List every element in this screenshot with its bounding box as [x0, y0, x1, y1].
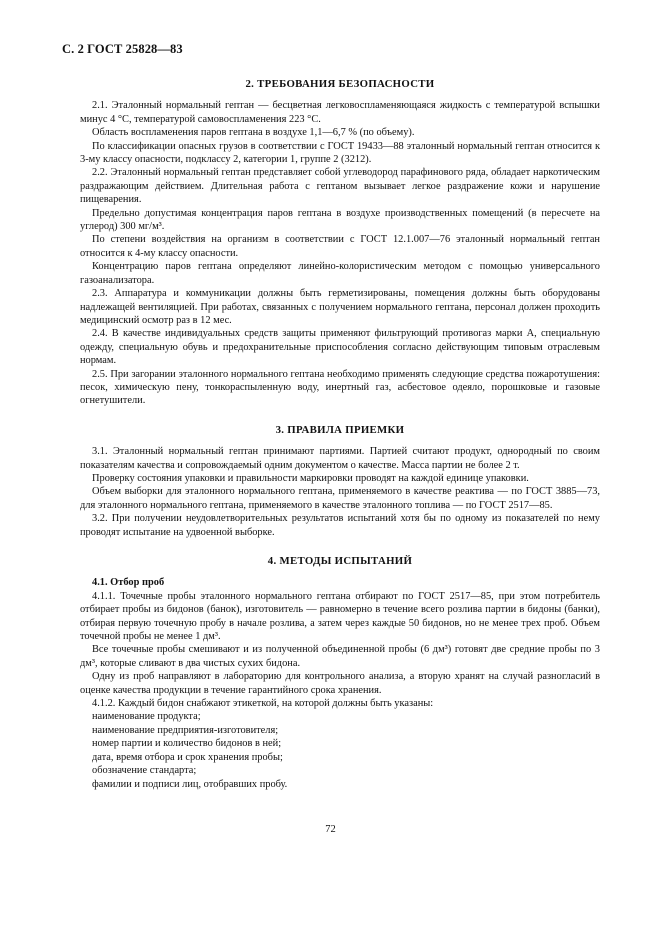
paragraph: 3.1. Эталонный нормальный гептан принимают партиями. Партией считают продукт, однородный по своим показателям качества и сопровождаемый одним документом о качестве. Масса партии не более 2 т.	[80, 446, 600, 471]
paragraph: Объем выборки для эталонного нормального гептана, применяемого в качестве реактива — по ГОСТ 3885—73, для эталонного нормального гептана, применяемого в качестве эталонного топлива — по ГОСТ 2517—85.	[80, 486, 600, 511]
label-list-item: фамилии и подписи лиц, отобравших пробу.	[92, 778, 288, 790]
section-heading-safety: 2. ТРЕБОВАНИЯ БЕЗОПАСНОСТИ	[245, 78, 435, 90]
paragraph: 2.2. Эталонный нормальный гептан представляет собой углеводород парафинового ряда, обладает наркотическим раздражающим действием. Длительная работа с гептаном вызывает легкое раздражение кожи и нарушение пищеварения.	[80, 167, 600, 206]
paragraph: Все точечные пробы смешивают и из полученной объединенной пробы (6 дм³) готовят две средние пробы по 3 дм³, которые сливают в два чистых сухих бидона.	[80, 644, 600, 669]
paragraph: Проверку состояния упаковки и правильности маркировки проводят на каждой единице упаковки.	[92, 472, 529, 484]
paragraph: По степени воздействия на организм в соответствии с ГОСТ 12.1.007—76 эталонный нормальный гептан относится к 4-му классу опасности.	[80, 234, 600, 259]
paragraph: Одну из проб направляют в лабораторию для контрольного анализа, а вторую хранят на случай разногласий в оценке качества продукции в течение гарантийного срока хранения.	[80, 671, 600, 696]
subsection-heading-sampling: 4.1. Отбор проб	[92, 577, 165, 589]
paragraph: Предельно допустимая концентрация паров гептана в воздухе производственных помещений (в пересчете на углерод) 300 мг/м³.	[80, 207, 600, 233]
label-list-item: дата, время отбора и срок хранения пробы;	[92, 751, 283, 763]
page-number: 72	[325, 824, 336, 835]
paragraph: 4.1.2. Каждый бидон снабжают этикеткой, на которой должны быть указаны:	[92, 698, 434, 710]
paragraph: 2.3. Аппаратура и коммуникации должны быть герметизированы, помещения должны быть оборудованы надлежащей вентиляцией. При работах, связанных с получением нормального гептана, персонал должен проходить медицинский осмотр раз в 12 мес.	[80, 288, 600, 326]
page-header: С. 2 ГОСТ 25828—83	[62, 42, 183, 56]
label-list-item: наименование продукта;	[92, 711, 201, 723]
paragraph: 2.1. Эталонный нормальный гептан — бесцветная легковоспламеняющаяся жидкость с температурой вспышки минус 4 °С, температурой самовоспламенения 223 °С.	[80, 100, 600, 125]
paragraph: 2.5. При загорании эталонного нормального гептана необходимо применять следующие средства пожаротушения: песок, химическую пену, тонкораспыленную воду, инертный газ, асбестовое одеяло, порошковые и газовые огнетушители.	[80, 368, 600, 407]
paragraph: Концентрацию паров гептана определяют линейно-колористическим методом с помощью универсального газоанализатора.	[80, 261, 600, 286]
paragraph: Область воспламенения паров гептана в воздухе 1,1—6,7 % (по объему).	[92, 127, 415, 139]
paragraph: По классификации опасных грузов в соответствии с ГОСТ 19433—88 эталонный нормальный гептан относится к 3-му классу опасности, подклассу 2, категории 1, группе 2 (3212).	[80, 140, 600, 166]
section-heading-test-methods: 4. МЕТОДЫ ИСПЫТАНИЙ	[267, 555, 413, 567]
section-heading-acceptance: 3. ПРАВИЛА ПРИЕМКИ	[275, 423, 405, 436]
paragraph: 4.1.1. Точечные пробы эталонного нормального гептана отбирают по ГОСТ 2517—85, при этом потребитель отбирает пробы из бидонов (банок), изготовитель — равномерно в течение всего розлива партии в бидоны (банки), отбирая первую точечную пробу в начале розлива, а затем через каждые 50 бидонов, но не менее трех проб. Объем точечной пробы не менее 1 дм³.	[80, 590, 600, 643]
label-list-item: номер партии и количество бидонов в ней;	[92, 738, 282, 750]
paragraph: 3.2. При получении неудовлетворительных результатов испытаний хотя бы по одному из показателей по нему проводят испытание на удвоенной выборке.	[80, 513, 600, 538]
paragraph: 2.4. В качестве индивидуальных средств защиты применяют фильтрующий противогаз марки А, специальную одежду, специальную обувь и предохранительные приспособления согласно действующим типовым отраслевым нормам.	[80, 328, 600, 367]
label-list-item: наименование предприятия-изготовителя;	[92, 724, 279, 736]
label-list-item: обозначение стандарта;	[92, 765, 197, 777]
document-body	[80, 78, 600, 791]
